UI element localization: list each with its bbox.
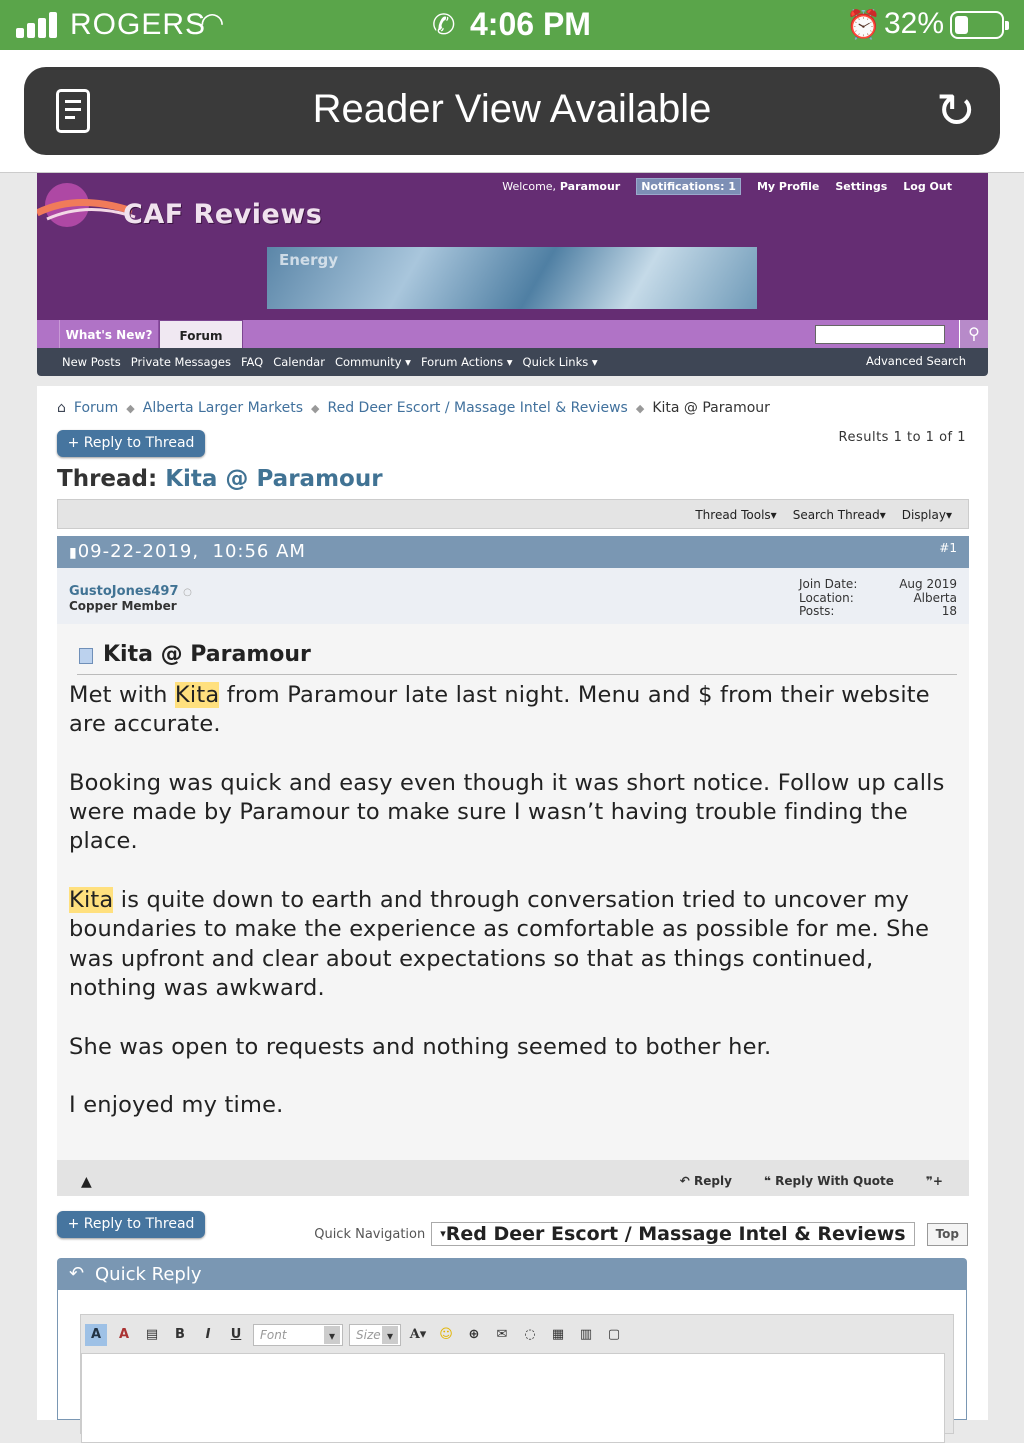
underline-icon[interactable]: U (230, 1327, 242, 1342)
search-input[interactable] (815, 325, 945, 344)
subnav-private-messages[interactable]: Private Messages (130, 355, 231, 369)
reload-icon[interactable]: ↻ (935, 83, 976, 139)
offline-status-icon: ○ (183, 587, 192, 598)
advanced-search-link[interactable]: Advanced Search (866, 354, 966, 368)
user-links (502, 176, 952, 196)
post-body (57, 624, 969, 1160)
editor (80, 1314, 954, 1434)
home-icon[interactable]: ⌂ (57, 400, 66, 416)
site-logo[interactable]: CAF Reviews (123, 199, 323, 230)
quick-reply-icon: ↶ (69, 1263, 85, 1284)
sub-navigation (37, 348, 988, 376)
reply-with-quote-button[interactable]: ❝ Reply With Quote (763, 1174, 894, 1188)
logout-link[interactable]: Log Out (903, 179, 952, 193)
size-select[interactable]: Size ▾ (349, 1324, 401, 1346)
reply-to-thread-button-bottom[interactable]: + Reply to Thread (57, 1211, 205, 1238)
reply-button[interactable]: ↶ Reply (679, 1174, 732, 1188)
post-title: Kita @ Paramour (103, 642, 311, 667)
subnav-quick-links[interactable]: Quick Links ▾ (522, 355, 598, 369)
post-username[interactable]: GustoJones497 ○ (69, 584, 192, 599)
link-icon[interactable]: ⊕ (468, 1327, 480, 1342)
signal-icon (16, 12, 60, 38)
post-header (57, 536, 969, 568)
breadcrumb-alberta[interactable]: Alberta Larger Markets (142, 400, 304, 416)
nav-tabs (37, 320, 988, 348)
email-icon[interactable]: ✉ (496, 1327, 508, 1342)
status-time: 4:06 PM (470, 6, 591, 42)
notifications-menu[interactable]: Notifications: 1 (636, 178, 741, 195)
welcome-username[interactable]: Paramour (559, 179, 621, 193)
wifi-icon: ◠ (200, 7, 225, 38)
image-icon[interactable]: ▦ (551, 1327, 565, 1342)
multi-quote-icon[interactable]: ❞+ (925, 1174, 943, 1188)
unlink-icon[interactable]: ◌ (524, 1327, 536, 1342)
alarm-icon: ⏰ (846, 9, 881, 40)
page-title (57, 466, 383, 492)
carrier-label: ROGERS (70, 8, 207, 41)
thread-title[interactable]: Kita @ Paramour (165, 466, 383, 492)
reply-to-thread-button[interactable]: + Reply to Thread (57, 430, 205, 457)
search-icon[interactable]: ⚲ (959, 320, 988, 348)
search-thread-menu[interactable]: Search Thread▾ (792, 508, 886, 522)
highlight-term: Kita (174, 682, 220, 708)
reader-view-banner[interactable] (24, 67, 1000, 155)
post-author (57, 568, 969, 624)
tab-forum[interactable]: Forum (159, 320, 243, 348)
breadcrumb (57, 400, 770, 416)
quick-navigation-label: Quick Navigation (314, 1226, 426, 1242)
editor-toolbar (85, 1323, 625, 1347)
breadcrumb-red-deer[interactable]: Red Deer Escort / Massage Intel & Reviews (327, 400, 628, 416)
breadcrumb-current: Kita @ Paramour (652, 400, 770, 416)
user-title: Copper Member (69, 599, 177, 613)
italic-icon[interactable]: I (205, 1327, 211, 1342)
highlight-term: Kita (69, 887, 114, 914)
post-number[interactable]: #1 (939, 541, 957, 555)
battery-percent: 32% (884, 7, 945, 40)
document-icon (79, 648, 93, 664)
header-banner (267, 247, 757, 309)
subnav-faq[interactable]: FAQ (240, 355, 264, 369)
bold-icon[interactable]: B (175, 1327, 185, 1342)
reader-view-title: Reader View Available (312, 87, 712, 131)
status-bar (0, 0, 1024, 50)
quick-navigation (314, 1222, 968, 1246)
text-color-icon[interactable]: A▾ (409, 1327, 427, 1342)
thread-prefix: Thread: (57, 466, 158, 492)
breadcrumb-separator-icon: ◆ (126, 401, 135, 415)
thread-tools-menu[interactable]: Thread Tools▾ (695, 508, 777, 522)
main-content (37, 386, 988, 1420)
thread-toolbar (57, 499, 969, 529)
report-icon[interactable]: ▲ (81, 1174, 92, 1190)
subnav-calendar[interactable]: Calendar (273, 355, 325, 369)
top-button[interactable]: Top (927, 1223, 968, 1246)
breadcrumb-separator-icon: ◆ (311, 401, 320, 415)
smiley-icon[interactable]: ☺ (439, 1327, 453, 1342)
welcome-text: Welcome, (502, 179, 557, 193)
logo-swirl-icon (37, 173, 137, 233)
subnav-community[interactable]: Community ▾ (334, 355, 411, 369)
post-icon: ▮ (69, 545, 78, 561)
font-color-icon[interactable]: A (85, 1324, 107, 1346)
reply-textarea[interactable] (81, 1353, 945, 1443)
remove-format-icon[interactable]: A (118, 1327, 130, 1342)
breadcrumb-separator-icon: ◆ (635, 401, 645, 415)
results-count: Results 1 to 1 of 1 (838, 430, 966, 445)
quick-reply-panel (57, 1290, 967, 1420)
quick-navigation-select[interactable]: ▾Red Deer Escort / Massage Intel & Reviews (431, 1222, 914, 1246)
forum-header (37, 173, 988, 320)
banner-text: Energy (279, 251, 339, 269)
post-date: ▮09-22-2019, 10:56 AM (69, 541, 306, 562)
quote-icon[interactable]: ▢ (607, 1327, 621, 1342)
post-footer (57, 1160, 969, 1196)
subnav-forum-actions[interactable]: Forum Actions ▾ (420, 355, 513, 369)
battery-icon (950, 11, 1004, 39)
quick-reply-header[interactable]: ↶ Quick Reply (57, 1258, 967, 1290)
font-select[interactable]: Font ▾ (253, 1324, 343, 1346)
divider (77, 674, 957, 675)
paste-icon[interactable]: ▤ (145, 1327, 159, 1342)
video-icon[interactable]: ▥ (579, 1327, 593, 1342)
display-menu[interactable]: Display▾ (901, 508, 952, 522)
tab-whats-new[interactable]: What's New? (59, 320, 159, 348)
user-info: Join Date: Aug 2019 Location: Alberta Posts: 18 (799, 577, 957, 618)
post-message: Met with Kita from Paramour late last night. Menu and $ from their website are accurate. Booking was quick and easy even though it was short notice. Follow up calls were made by Paramour to make sure I wasn’t having trouble finding the place. Kita is quite down to earth and through conversation tried to uncover my boundaries to make the experience as comfortable as possible for me. She was upfront and clear about expectations so that as things continued, nothing was awkward. She was open to requests and nothing seemed to bother her. I enjoyed my time. (69, 682, 945, 1119)
settings-link[interactable]: Settings (835, 179, 888, 193)
my-profile-link[interactable]: My Profile (756, 179, 820, 193)
breadcrumb-forum[interactable]: Forum (73, 400, 119, 416)
phone-icon: ✆ (432, 9, 456, 40)
subnav-new-posts[interactable]: New Posts (62, 355, 121, 369)
